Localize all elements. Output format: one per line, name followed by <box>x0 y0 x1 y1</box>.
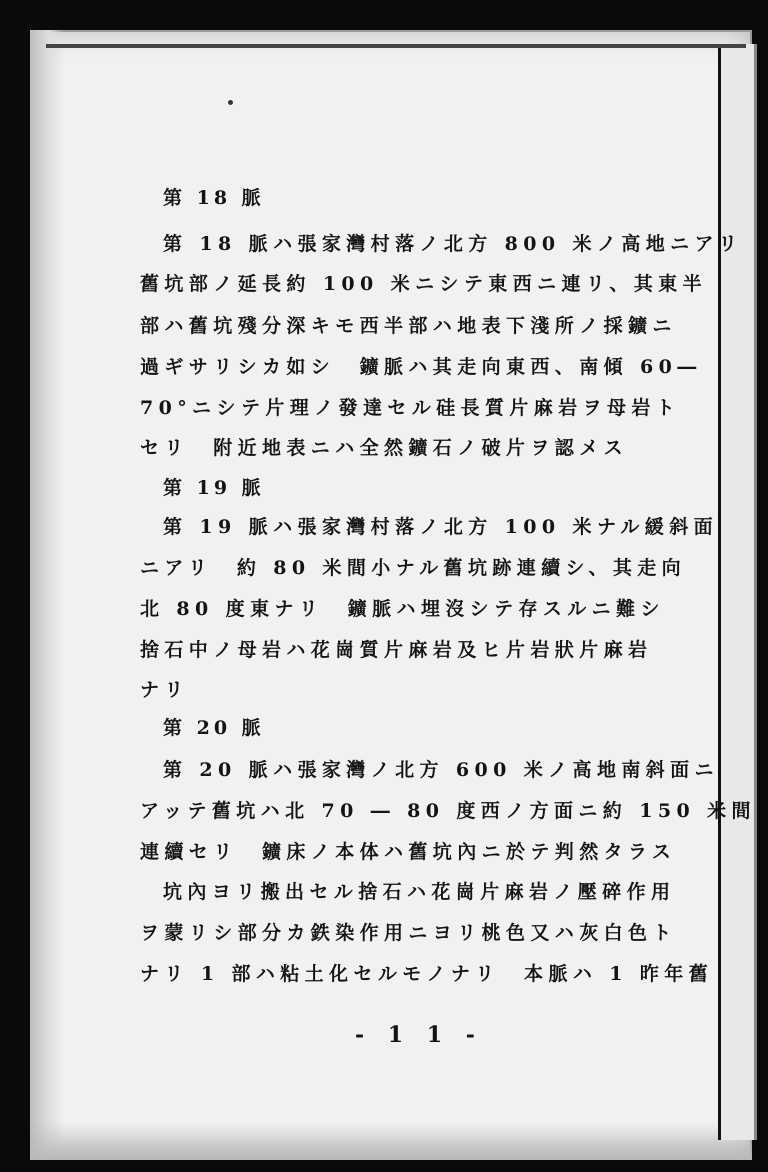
text-line: 第 18 脈ハ張家灣村落ノ北方 800 米ノ高地ニアリ <box>163 233 743 255</box>
text-line: 部ハ舊坑殘分深キモ西半部ハ地表下淺所ノ採鑛ニ <box>140 315 677 337</box>
text-line: 舊坑部ノ延長約 100 米ニシテ東西ニ連リ、其東半 <box>140 273 707 295</box>
text-line: 70°ニシテ片理ノ發達セル硅長質片麻岩ヲ母岩ト <box>140 397 681 419</box>
section-heading-18: 第 18 脈 <box>163 187 265 209</box>
text-line: セリ 附近地表ニハ全然鑛石ノ破片ヲ認メス <box>140 437 629 459</box>
text-line: 北 80 度東ナリ 鑛脈ハ埋沒シテ存スルニ難シ <box>140 598 665 620</box>
section-heading-19: 第 19 脈 <box>163 477 265 499</box>
text-line: 捨石中ノ母岩ハ花崗質片麻岩及ヒ片岩狀片麻岩 <box>140 639 653 661</box>
text-line: ヲ蒙リシ部分カ鉄染作用ニヨリ桃色又ハ灰白色ト <box>140 922 677 944</box>
text-line: ナリ 1 部ハ粘土化セルモノナリ 本脈ハ 1 昨年舊 <box>140 963 714 985</box>
text-line: アッテ舊坑ハ北 70 ― 80 度西ノ方面ニ約 150 米間 <box>140 800 756 822</box>
text-line: 第 20 脈ハ張家灣ノ北方 600 米ノ高地南斜面ニ <box>163 759 719 781</box>
text-line: ナリ <box>140 679 189 701</box>
page-number: - 1 1 - <box>355 1022 483 1048</box>
text-line: 連續セリ 鑛床ノ本体ハ舊坑內ニ於テ判然タラス <box>140 841 677 863</box>
text-line: 過ギサリシカ如シ 鑛脈ハ其走向東西、南傾 60― <box>140 356 702 378</box>
text-line: 坑內ヨリ搬出セル捨石ハ花崗片麻岩ノ壓碎作用 <box>163 881 676 903</box>
text-line: ニアリ 約 80 米間小ナル舊坑跡連續シ、其走向 <box>140 557 687 579</box>
section-heading-20: 第 20 脈 <box>163 717 265 739</box>
text-line: 第 19 脈ハ張家灣村落ノ北方 100 米ナル緩斜面 <box>163 516 719 538</box>
